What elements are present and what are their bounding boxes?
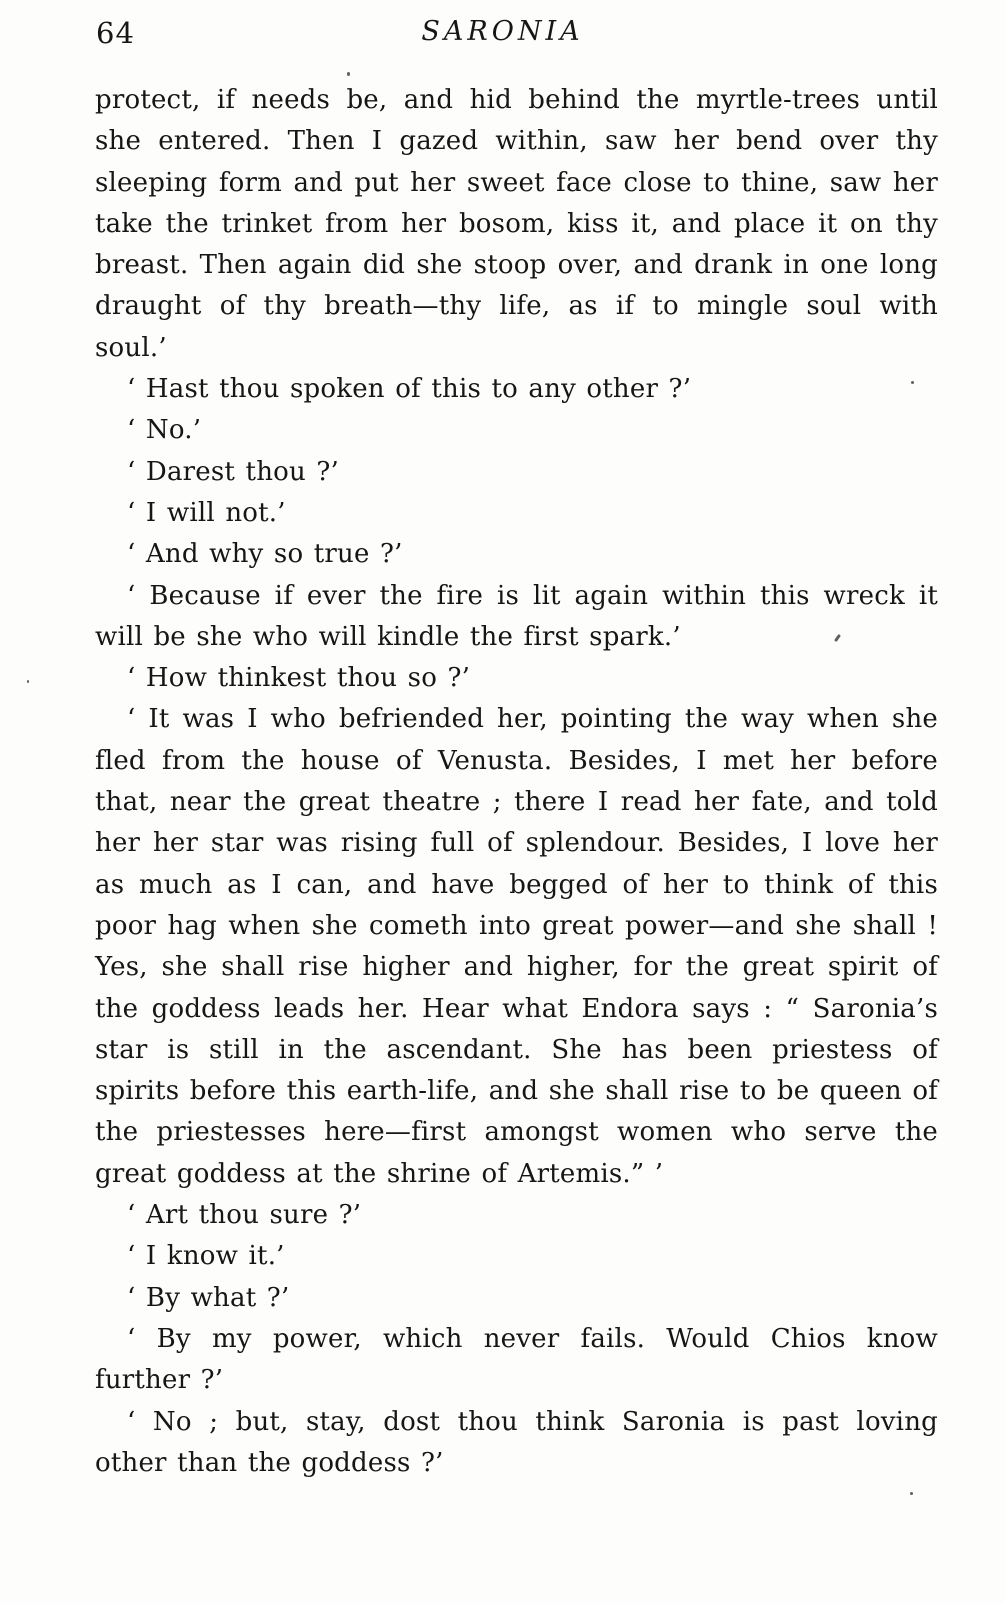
- dialogue-line: ‘ Because if ever the fire is lit again within this wreck it will be she who will kindle the first spark.’: [95, 580, 938, 652]
- running-head: [0, 0, 1005, 60]
- dialogue-line: ‘ Hast thou spoken of this to any other ?’: [127, 374, 692, 405]
- dialogue-line: ‘ By what ?’: [127, 1282, 290, 1313]
- paragraph: protect, if needs be, and hid behind the myrtle-trees until she entered. Then I gazed within, saw her bend over thy sleeping form and put her sweet face close to thine, saw her take the trinket from her bosom, kiss it, and place it on thy breast. Then again did she stoop over, and drank in one long draught of thy breath—thy life, as if to mingle soul with soul.’: [95, 85, 938, 363]
- dialogue-line: ‘ No ; but, stay, dost thou think Saronia is past loving other than the goddess ?’: [95, 1406, 938, 1478]
- scan-speck: [347, 72, 350, 76]
- dialogue-line: ‘ By my power, which never fails. Would Chios know further ?’: [95, 1323, 938, 1396]
- dialogue-line: ‘ I will not.’: [127, 497, 286, 528]
- dialogue-line: ‘ And why so true ?’: [127, 539, 403, 570]
- dialogue-line: ‘ How thinkest thou so ?’: [127, 663, 471, 694]
- scan-speck: [911, 381, 914, 384]
- page-number: 64: [96, 16, 135, 50]
- dialogue-line: ‘ No.’: [127, 415, 202, 446]
- scan-speck: [27, 680, 29, 683]
- book-title: SARONIA: [421, 16, 584, 47]
- dialogue-line: ‘ Art thou sure ?’: [127, 1200, 362, 1231]
- scan-speck: [910, 1492, 913, 1495]
- dialogue-line: ‘ It was I who befriended her, pointing the way when she fled from the house of Venusta. Besides, I met her before that, near the great theatre ; there I read her fate, and told her her star was rising full of splendour. Besides, I love her as much as I can, and have begged of her to think of this poor hag when she cometh into great power—and she shall ! Yes, she shall rise higher and higher, for the great spirit of the goddess leads her. Hear what Endora says : “ Saronia’s star is still in the ascendant. She has been priestess of spirits before this earth-life, and she shall rise to be queen of the priestesses here—first amongst women who serve the great goddess at the shrine of Artemis.” ’: [95, 704, 938, 1189]
- dialogue-line: ‘ Darest thou ?’: [127, 456, 340, 487]
- dialogue-line: ‘ I know it.’: [127, 1241, 285, 1272]
- page-body-text: [95, 80, 938, 1484]
